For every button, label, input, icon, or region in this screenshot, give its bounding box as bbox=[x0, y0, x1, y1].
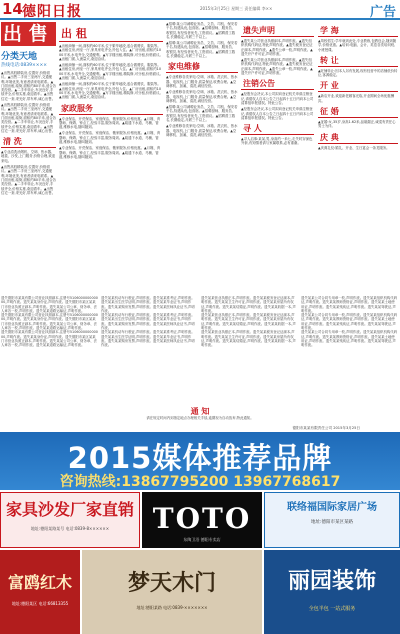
doors-title: 梦天木门 bbox=[127, 570, 216, 596]
notice-text: 遗失某某机动车行驶证,声明作废。遗失某某准考证,声明作废。遗失某某出生医学证明,声明作废。遗失某某毕业证书,声明作废。遗失某某购房发票,声明作废。遗失某某医师执业证书,声明作废。 bbox=[101, 313, 195, 331]
masthead bbox=[0, 0, 400, 20]
home-plaza-title: 联络福国际家居广场 bbox=[287, 502, 377, 513]
notice-text: 遗失德阳市某某有限公司营业执照副本,注册号510600000000000,声明作废。遗失某某身份证,声明作废。遗失德阳市某区某某门市营业执照正副本,声明作废。遗失某某公司公章、财务章、法人章各一枚,声明作废。遗失某某道路运输证,声明作废。 bbox=[1, 296, 98, 313]
redwood-ad bbox=[0, 550, 80, 634]
decoration-title: 丽园装饰 bbox=[287, 568, 376, 594]
notice-text: 遗失某某机动车行驶证,声明作废。遗失某某准考证,声明作废。遗失某某出生医学证明,声明作废。遗失某某毕业证书,声明作废。遗失某某购房发票,声明作废。遗失某某医师执业证书,声明作废。 bbox=[101, 330, 195, 348]
notice-text: 遗失某某公司合同专用章一枚,声明作废。遗失某某组织机构代码证,声明作废。遗失某某教师资格证,声明作废。遗失某某土地使用证,声明作废。遗失某某残疾证,声明作废。遗失某某驾驶证,声明作废。 bbox=[301, 296, 398, 313]
listing-block: ▲招聘:某公司诚聘业务员、文员、司机、保安若干名,待遇从优,包食宿。▲招聘厨师、服务员、收银员,有经验者优先,工资面议。▲招聘普工数名,长期稳定,月薪三千以上。 bbox=[166, 105, 238, 123]
notice-text: 遗失德阳市某某有限公司营业执照副本,注册号510600000000000,声明作废。遗失某某身份证,声明作废。遗失德阳市某区某某门市营业执照正副本,声明作废。遗失某某公司公章、财务章、法人章各一枚,声明作废。遗失某某道路运输证,声明作废。 bbox=[1, 330, 98, 348]
listing-block: ▲专业保洁、开荒保洁、家庭保洁、搬家服务,价格优惠。▲月嫂、育婴师、保姆、钟点工,经验丰富,服务周到。▲疏通下水道、马桶、管道,维修水电,随叫随到。 bbox=[59, 131, 161, 145]
classified-columns bbox=[0, 22, 400, 294]
notice-text: 遗失某某营业执照正本,声明作废。遗失某某税务登记证副本,声明作废。遗失某某卫生许可证,声明作废。遗失某某房屋所有权证,声明作废。遗失某某结婚证,声明作废。遗失某某收据一本,声明作废。 bbox=[201, 296, 296, 313]
banner-hotline: 咨询热线:13867795200 13967768617 bbox=[59, 474, 341, 490]
section-heading: 遗失声明 bbox=[241, 25, 314, 37]
listing-block: ▲遗失某公司营业执照副本,声明作废。▲遗失组织机构代码证,特此声明作废。▲遗失税务登记证正副本,声明作废。▲遗失公章一枚,声明作废。▲遗失开户许可证,声明作废。 bbox=[241, 39, 313, 56]
classified-brand bbox=[1, 49, 56, 68]
section-heading: 庆 典 bbox=[318, 132, 398, 144]
listing-block: ▲经股东会决议,本公司拟向登记机关申请注销登记,请债权人自本公告之日起四十五日内向本公司清算组申报债权。特此公告。 bbox=[241, 107, 314, 120]
page-number: 14 bbox=[2, 0, 23, 18]
notice-column bbox=[201, 296, 298, 406]
notice-text: 遗失某某机动车行驶证,声明作废。遗失某某准考证,声明作废。遗失某某出生医学证明,声明作废。遗失某某毕业证书,声明作废。遗失某某购房发票,声明作废。遗失某某医师执业证书,声明作废。 bbox=[101, 296, 195, 313]
column-1 bbox=[1, 22, 56, 294]
home-plaza-ad bbox=[264, 492, 400, 548]
brand-title: 分类天地 bbox=[1, 52, 38, 62]
redwood-title: 富鸥红木 bbox=[7, 573, 72, 592]
furniture-ad-sub: 地址:德阳某路某号 电话:0839-8×××××× bbox=[30, 526, 110, 531]
notice-text: 遗失德阳市某某有限公司营业执照副本,注册号510600000000000,声明作废。遗失某某身份证,声明作废。遗失德阳市某区某某门市营业执照正副本,声明作废。遗失某某公司公章、财务章、法人章各一枚,声明作废。遗失某某道路运输证,声明作废。 bbox=[1, 313, 98, 331]
section-heading: 学 海 bbox=[318, 25, 398, 37]
section-title: 广告 bbox=[369, 5, 396, 20]
notice-text: 遗失某某营业执照正本,声明作废。遗失某某税务登记证副本,声明作废。遗失某某卫生许可证,声明作废。遗失某某房屋所有权证,声明作废。遗失某某结婚证,声明作废。遗失某某收据一本,声明作废。 bbox=[201, 313, 296, 331]
notice-columns bbox=[0, 296, 400, 406]
banner-title: 2015媒体推荐品牌 bbox=[67, 441, 333, 475]
decoration-ad bbox=[264, 550, 400, 634]
listing-block: ▲新店开业,欢迎新老顾客光临,开业期间全场优惠酬宾。 bbox=[318, 94, 394, 103]
listing-block: ▲寻人启事:某某,男,身高约一米七,走失时穿深色外套,有知情者请与家属联系,必有重谢。 bbox=[241, 137, 313, 146]
doors-ad bbox=[82, 550, 262, 634]
listing-block: ▲专业维修各类家电:空调、冰箱、洗衣机、热水器、电视机,上门服务,质量保证,收费合理。▲空调移机、加氟、清洗,诚信经营。 bbox=[166, 90, 238, 103]
listing-block: ▲经股东会决议,本公司拟向登记机关申请注销登记,请债权人自本公告之日起四十五日内向本公司清算组申报债权。特此公告。 bbox=[241, 92, 314, 105]
listing-block: ▲专业保洁、开荒保洁、家庭保洁、搬家服务,价格优惠。▲月嫂、育婴师、保姆、钟点工,经验丰富,服务周到。▲疏通下水道、马桶、管道,维修水电,随叫随到。 bbox=[59, 146, 161, 159]
listing-block: ▲出售高档精装房,位置好,价格面议。▲出售二手房三室两厅,交通便利,环境优美,有意者请来电联系。▲门面出租,临街,面积约80平米,适合各类经营。▲二手车转让,车况良好,手续齐全,价格实惠,欢迎看车。▲出售住宅一套,采光好,带车库,诚心出售。 bbox=[1, 165, 56, 195]
section-heading: 注销公告 bbox=[241, 78, 314, 90]
furniture-ad-title: 家具沙发厂家直销 bbox=[5, 500, 134, 519]
listing-block: ▲遗失某公司营业执照副本,声明作废。▲遗失组织机构代码证,特此声明作废。▲遗失税务登记证正副本,声明作废。▲遗失公章一枚,声明作废。▲遗失开户许可证,声明作废。 bbox=[241, 58, 313, 76]
notice-body: 请在规定时间内到指定地点办理相关手续,逾期视为自动放弃,特此通知。 bbox=[146, 416, 254, 420]
section-heading: 征 婚 bbox=[318, 106, 398, 118]
listing-block: ▲出租商铺一间,面积约60平米,位于繁华地段,适合做餐饮、服装等。▲出租住房,两室一厅,家具家电齐全,拎包入住。▲厂房出租,面积约1000平米,水电齐全,交通便利。▲写字楼出租,精装修,可分租,价格面议。▲出租门面,人流量大,欢迎洽谈。 bbox=[59, 82, 163, 100]
listing-block: ▲招聘:某公司诚聘业务员、文员、司机、保安若干名,待遇从优,包食宿。▲招聘厨师、服务员、收银员,有经验者优先,工资面议。▲招聘普工数名,长期稳定,月薪三千以上。 bbox=[166, 41, 238, 59]
notice-column bbox=[301, 296, 398, 406]
listing-block: ▲出租商铺一间,面积约60平米,位于繁华地段,适合做餐饮、服装等。▲出租住房,两室一厅,家具家电齐全,拎包入住。▲厂房出租,面积约1000平米,水电齐全,交通便利。▲写字楼出租,精装修,可分租,价格面议。▲出租门面,人流量大,欢迎洽谈。 bbox=[59, 63, 163, 81]
listing-block: ▲出售高档精装房,位置好,价格面议。▲出售二手房三室两厅,交通便利,环境优美,有意者请来电联系。▲门面出租,临街,面积约80平米,适合各类经营。▲二手车转让,车况良好,手续齐全,价格实惠,欢迎看车。▲出售住宅一套,采光好,带车库,诚心出售。 bbox=[1, 71, 56, 101]
section-heading: 出 租 bbox=[59, 25, 163, 42]
section-heading: 家电维修 bbox=[166, 61, 238, 73]
section-heading: 转 让 bbox=[318, 55, 398, 67]
column-2 bbox=[59, 22, 163, 294]
section-heading: 开 业 bbox=[318, 80, 398, 92]
doors-sub: 地址:德阳某路 电话:0839-××××××× bbox=[136, 605, 208, 610]
column-headline: 出 售 bbox=[1, 22, 56, 46]
toto-ad-sub: 东陶卫浴 德阳专卖店 bbox=[183, 537, 221, 542]
media-brand-banner bbox=[0, 432, 400, 490]
listing-block: ▲专业清洗油烟机、空调、热水器、地毯、沙发,上门服务,价格合理,欢迎来电。 bbox=[1, 150, 56, 163]
listing-block: ▲出售高档精装房,位置好,价格面议。▲出售二手房三室两厅,交通便利,环境优美,有意者请来电联系。▲门面出租,临街,面积约80平米,适合各类经营。▲二手车转让,车况良好,手续齐全,价格实惠,欢迎看车。▲出售住宅一套,采光好,带车库,诚心出售。 bbox=[1, 103, 56, 133]
listing-block: ▲驾校招生:学车就到此处,专业教练,包教包会,随到随学,价格优惠。▲培训:电脑、会计、英语各类培训班,小班授课。 bbox=[318, 39, 397, 52]
section-heading: 清 洗 bbox=[1, 136, 56, 148]
column-4 bbox=[241, 22, 314, 294]
listing-block: ▲招聘:某公司诚聘业务员、文员、司机、保安若干名,待遇从优,包食宿。▲招聘厨师、服务员、收银员,有经验者优先,工资面议。▲招聘普工数名,长期稳定,月薪三千以上。 bbox=[166, 22, 238, 39]
section-heading: 家政服务 bbox=[59, 103, 163, 115]
newspaper-logo: 德阳日报 bbox=[22, 4, 82, 20]
toto-ad bbox=[142, 492, 262, 548]
toto-logo: TOTO bbox=[152, 502, 252, 535]
notice-text: 遗失某某公司合同专用章一枚,声明作废。遗失某某组织机构代码证,声明作废。遗失某某教师资格证,声明作废。遗失某某土地使用证,声明作废。遗失某某残疾证,声明作废。遗失某某驾驶证,声明作废。 bbox=[301, 313, 398, 331]
column-5 bbox=[318, 22, 398, 294]
column-3 bbox=[166, 22, 238, 294]
listing-block: ▲专业维修各类家电:空调、冰箱、洗衣机、热水器、电视机,上门服务,质量保证,收费合理。▲空调移机、加氟、清洗,诚信经营。 bbox=[166, 124, 238, 137]
notice-signer: 德阳市某某有限责任公司 2015年3月25日 bbox=[292, 426, 360, 430]
redwood-sub: 地址:德阳某区 电话:66813355 bbox=[11, 601, 69, 606]
date-line: 2015年3月25日 星期三 责任编辑 李×× bbox=[200, 6, 273, 11]
section-heading: 寻 人 bbox=[241, 123, 314, 135]
listing-block: ▲旺铺转让:因本人另有发展,现有经营中的店铺低价转让,客源稳定。 bbox=[318, 68, 398, 78]
listing-block: ▲专业保洁、开荒保洁、家庭保洁、搬家服务,价格优惠。▲月嫂、育婴师、保姆、钟点工,经验丰富,服务周到。▲疏通下水道、马桶、管道,维修水电,随叫随到。 bbox=[59, 116, 161, 130]
notice-column bbox=[101, 296, 198, 406]
notice-text: 遗失某某营业执照正本,声明作废。遗失某某税务登记证副本,声明作废。遗失某某卫生许可证,声明作废。遗失某某房屋所有权证,声明作废。遗失某某结婚证,声明作废。遗失某某收据一本,声明作废。 bbox=[201, 330, 296, 348]
decoration-sub: 全包半包 一站式服务 bbox=[308, 606, 356, 612]
listing-block: ▲出租商铺一间,面积约60平米,位于繁华地段,适合做餐饮、服装等。▲出租住房,两室一厅,家具家电齐全,拎包入住。▲厂房出租,面积约1000平米,水电齐全,交通便利。▲写字楼出租,精装修,可分租,价格面议。▲出租门面,人流量大,欢迎洽谈。 bbox=[59, 44, 163, 61]
notice-text: 遗失某某公司合同专用章一枚,声明作废。遗失某某组织机构代码证,声明作废。遗失某某教师资格证,声明作废。遗失某某土地使用证,声明作废。遗失某某残疾证,声明作废。遗失某某驾驶证,声明作废。 bbox=[301, 330, 398, 348]
notice-heading: 通 知 bbox=[190, 407, 210, 416]
listing-block: ▲庆典礼仪:婚礼、开业、生日宴会一条龙服务。 bbox=[318, 145, 390, 150]
brand-phone: 热线电话:0839×××× bbox=[1, 63, 48, 68]
listing-block: ▲征婚:女,35岁,身高1.62米,品貌端正,诚觅有责任心男士为伴。 bbox=[318, 120, 396, 129]
listing-block: ▲专业维修各类家电:空调、冰箱、洗衣机、热水器、电视机,上门服务,质量保证,收费合理。▲空调移机、加氟、清洗,诚信经营。 bbox=[166, 75, 238, 88]
notice-column bbox=[1, 296, 98, 406]
furniture-ad bbox=[0, 492, 140, 548]
home-plaza-sub: 地址:德阳市某区某路 bbox=[310, 520, 353, 525]
